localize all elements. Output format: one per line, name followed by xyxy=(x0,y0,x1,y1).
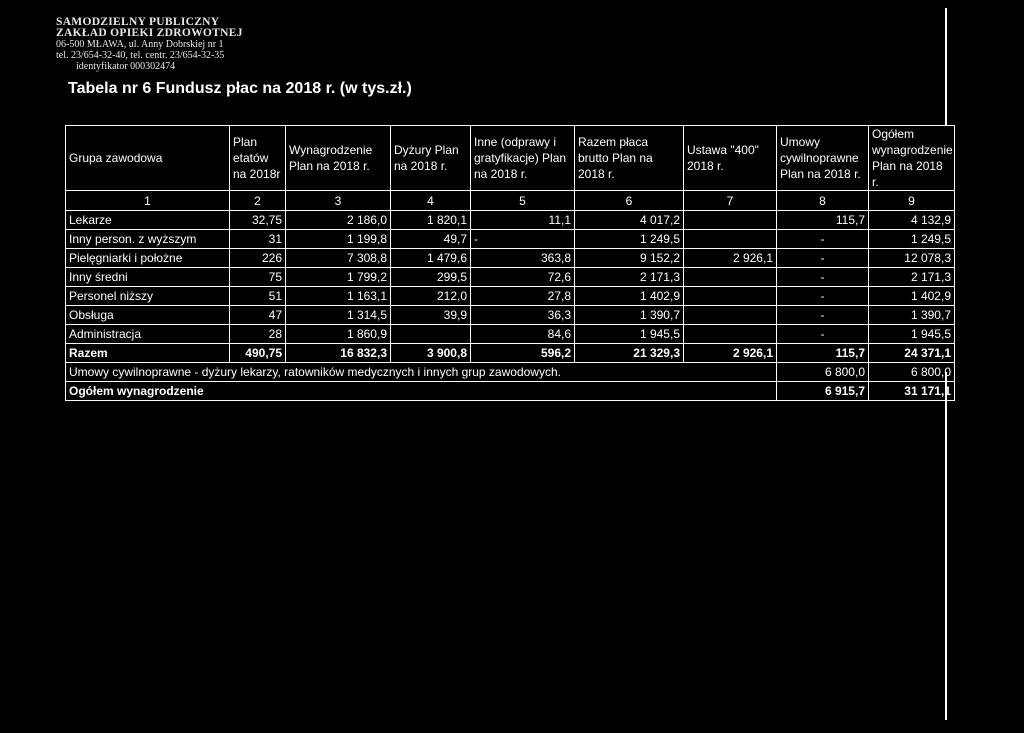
header-row xyxy=(66,126,955,191)
cell-wyn: 1 799,2 xyxy=(286,268,391,287)
cell-razem: 9 152,2 xyxy=(575,249,684,268)
civil-contracts-label: Umowy cywilnoprawne - dyżury lekarzy, ratowników medycznych i innych grup zawodowych. xyxy=(66,363,777,382)
grand-total-label: Ogółem wynagrodzenie xyxy=(66,382,777,401)
cell-name: Administracja xyxy=(66,325,230,344)
total-row xyxy=(66,344,955,363)
cell-dyz: 212,0 xyxy=(391,287,471,306)
cell-dyz xyxy=(391,325,471,344)
payroll-table xyxy=(65,125,955,401)
table-row xyxy=(66,211,955,230)
cell-etaty: 28 xyxy=(230,325,286,344)
cell-umowy: 6 915,7 xyxy=(777,382,869,401)
header-cell: Plan etatów na 2018r xyxy=(230,126,286,191)
cell-umowy: - xyxy=(777,287,869,306)
column-number: 2 xyxy=(230,191,286,211)
cell-wyn: 1 860,9 xyxy=(286,325,391,344)
cell-name: Personel niższy xyxy=(66,287,230,306)
cell-ustawa xyxy=(684,325,777,344)
cell-wyn: 16 832,3 xyxy=(286,344,391,363)
cell-dyz: 1 479,6 xyxy=(391,249,471,268)
cell-inne: 84,6 xyxy=(471,325,575,344)
table-row xyxy=(66,268,955,287)
cell-ogolem: 1 249,5 xyxy=(869,230,955,249)
header-cell: Razem płaca brutto Plan na 2018 r. xyxy=(575,126,684,191)
cell-inne: 36,3 xyxy=(471,306,575,325)
cell-name: Razem xyxy=(66,344,230,363)
cell-wyn: 1 163,1 xyxy=(286,287,391,306)
cell-dyz: 49,7 xyxy=(391,230,471,249)
table-row xyxy=(66,249,955,268)
cell-umowy: - xyxy=(777,230,869,249)
cell-ogolem: 31 171,1 xyxy=(869,382,955,401)
cell-ogolem: 6 800,0 xyxy=(869,363,955,382)
cell-ustawa xyxy=(684,287,777,306)
cell-inne: 596,2 xyxy=(471,344,575,363)
column-number-row xyxy=(66,191,955,211)
cell-ustawa: 2 926,1 xyxy=(684,249,777,268)
cell-umowy: 6 800,0 xyxy=(777,363,869,382)
stamp-line-3: 06-500 MŁAWA, ul. Anny Dobrskiej nr 1 xyxy=(56,39,224,50)
table-row xyxy=(66,306,955,325)
cell-name: Inny person. z wyższym xyxy=(66,230,230,249)
cell-ustawa xyxy=(684,268,777,287)
cell-etaty: 32,75 xyxy=(230,211,286,230)
header-cell: Grupa zawodowa xyxy=(66,126,230,191)
cell-etaty: 47 xyxy=(230,306,286,325)
page-title: Tabela nr 6 Fundusz płac na 2018 r. (w tys.zł.) xyxy=(68,80,412,97)
cell-ustawa xyxy=(684,230,777,249)
cell-ogolem: 2 171,3 xyxy=(869,268,955,287)
cell-inne: 72,6 xyxy=(471,268,575,287)
cell-inne: - xyxy=(471,230,575,249)
cell-etaty: 75 xyxy=(230,268,286,287)
cell-umowy: - xyxy=(777,325,869,344)
page-border-line xyxy=(945,8,947,126)
cell-name: Pielęgniarki i położne xyxy=(66,249,230,268)
cell-umowy: 115,7 xyxy=(777,344,869,363)
cell-inne: 27,8 xyxy=(471,287,575,306)
table-row xyxy=(66,287,955,306)
column-number: 5 xyxy=(471,191,575,211)
cell-name: Lekarze xyxy=(66,211,230,230)
cell-ustawa xyxy=(684,211,777,230)
cell-ustawa xyxy=(684,306,777,325)
header-cell: Dyżury Plan na 2018 r. xyxy=(391,126,471,191)
cell-umowy: - xyxy=(777,268,869,287)
cell-dyz: 39,9 xyxy=(391,306,471,325)
cell-ogolem: 1 402,9 xyxy=(869,287,955,306)
column-number: 8 xyxy=(777,191,869,211)
cell-razem: 1 945,5 xyxy=(575,325,684,344)
cell-ogolem: 24 371,1 xyxy=(869,344,955,363)
header-cell: Inne (odprawy i gratyfikacje) Plan na 2018 r. xyxy=(471,126,575,191)
stamp-line-1: SAMODZIELNY PUBLICZNY xyxy=(56,16,220,28)
cell-umowy: 115,7 xyxy=(777,211,869,230)
grand-total-row xyxy=(66,382,955,401)
cell-wyn: 2 186,0 xyxy=(286,211,391,230)
cell-razem: 21 329,3 xyxy=(575,344,684,363)
cell-razem: 1 249,5 xyxy=(575,230,684,249)
cell-razem: 2 171,3 xyxy=(575,268,684,287)
column-number: 9 xyxy=(869,191,955,211)
cell-wyn: 1 314,5 xyxy=(286,306,391,325)
cell-dyz: 3 900,8 xyxy=(391,344,471,363)
cell-inne: 363,8 xyxy=(471,249,575,268)
column-number: 7 xyxy=(684,191,777,211)
cell-razem: 1 402,9 xyxy=(575,287,684,306)
column-number: 6 xyxy=(575,191,684,211)
cell-wyn: 1 199,8 xyxy=(286,230,391,249)
cell-name: Obsługa xyxy=(66,306,230,325)
cell-etaty: 31 xyxy=(230,230,286,249)
stamp-line-2: ZAKŁAD OPIEKI ZDROWOTNEJ xyxy=(56,27,243,39)
stamp-line-5: identyfikator 000302474 xyxy=(76,61,176,72)
cell-dyz: 299,5 xyxy=(391,268,471,287)
cell-etaty: 226 xyxy=(230,249,286,268)
table-row xyxy=(66,230,955,249)
column-number: 1 xyxy=(66,191,230,211)
table-row xyxy=(66,325,955,344)
cell-ogolem: 4 132,9 xyxy=(869,211,955,230)
cell-razem: 4 017,2 xyxy=(575,211,684,230)
cell-ogolem: 1 390,7 xyxy=(869,306,955,325)
cell-dyz: 1 820,1 xyxy=(391,211,471,230)
cell-inne: 11,1 xyxy=(471,211,575,230)
page-border-line xyxy=(945,372,947,720)
stamp-line-4: tel. 23/654-32-40, tel. centr. 23/654-32-35 xyxy=(56,50,225,61)
cell-etaty: 490,75 xyxy=(230,344,286,363)
institution-stamp xyxy=(56,17,243,72)
cell-name: Inny średni xyxy=(66,268,230,287)
cell-wyn: 7 308,8 xyxy=(286,249,391,268)
header-cell: Umowy cywilnoprawne Plan na 2018 r. xyxy=(777,126,869,191)
header-cell: Ogółem wynagrodzenie Plan na 2018 r. xyxy=(869,126,955,191)
header-cell: Ustawa "400" 2018 r. xyxy=(684,126,777,191)
civil-contracts-row xyxy=(66,363,955,382)
header-cell: Wynagrodzenie Plan na 2018 r. xyxy=(286,126,391,191)
cell-etaty: 51 xyxy=(230,287,286,306)
column-number: 4 xyxy=(391,191,471,211)
column-number: 3 xyxy=(286,191,391,211)
cell-ustawa: 2 926,1 xyxy=(684,344,777,363)
cell-ogolem: 1 945,5 xyxy=(869,325,955,344)
cell-razem: 1 390,7 xyxy=(575,306,684,325)
cell-umowy: - xyxy=(777,306,869,325)
cell-ogolem: 12 078,3 xyxy=(869,249,955,268)
cell-umowy: - xyxy=(777,249,869,268)
